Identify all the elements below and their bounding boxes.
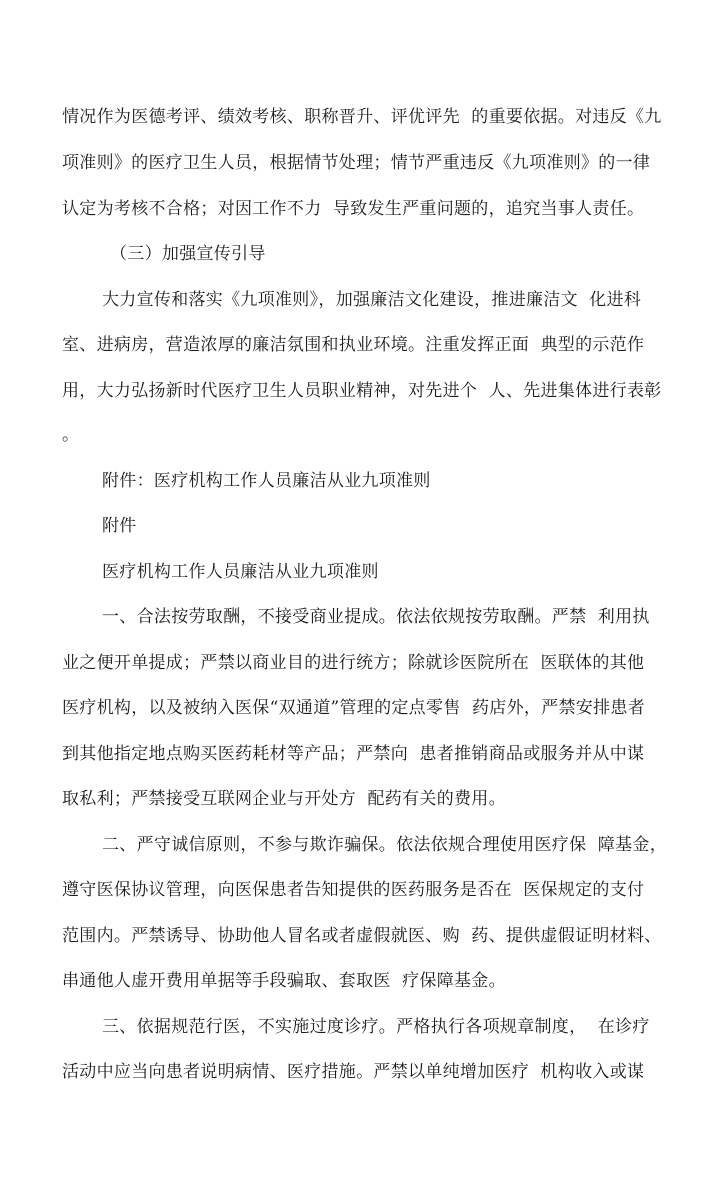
paragraph-line: 认定为考核不合格；对因工作不力 导致发生严重问题的，追究当事人责任。 xyxy=(62,199,645,219)
paragraph-line: 三、依据规范行医，不实施过度诊疗。严格执行各项规章制度， 在诊疗 xyxy=(102,1017,650,1037)
paragraph-line: 遵守医保协议管理，向医保患者告知提供的医药服务是否在 医保规定的支付 xyxy=(62,880,645,900)
section-heading: （三）加强宣传引导 xyxy=(110,244,266,264)
paragraph-line: 活动中应当向患者说明病情、医疗措施。严禁以单纯增加医疗 机构收入或谋 xyxy=(62,1062,645,1082)
attachment-line: 附件：医疗机构工作人员廉洁从业九项准则 xyxy=(102,471,431,491)
paragraph-line: 二、严守诚信原则，不参与欺诈骗保。依法依规合理使用医疗保 障基金， xyxy=(102,835,668,855)
paragraph-line: 项准则》的医疗卫生人员，根据情节处理；情节严重违反《九项准则》的一律 xyxy=(62,153,651,173)
paragraph-line: 医疗机构，以及被纳入医保“双通道”管理的定点零售 药店外，严禁安排患者 xyxy=(62,698,645,718)
paragraph-line: 一、合法按劳取酬，不接受商业提成。依法依规按劳取酬。严禁 利用执 xyxy=(102,607,650,627)
paragraph-line: 大力宣传和落实《九项准则》，加强廉洁文化建设，推进廉洁文 化进科 xyxy=(102,290,642,310)
paragraph-line: 。 xyxy=(62,425,80,445)
paragraph-line: 情况作为医德考评、绩效考核、职称晋升、评优评先 的重要依据。对违反《九 xyxy=(62,107,662,127)
paragraph-line: 串通他人虚开费用单据等手段骗取、套取医 疗保障基金。 xyxy=(62,971,506,991)
paragraph-line: 用，大力弘扬新时代医疗卫生人员职业精神，对先进个 人、先进集体进行表彰 xyxy=(62,381,662,401)
paragraph-line: 范围内。严禁诱导、协助他人冒名或者虚假就医、购 药、提供虚假证明材料、 xyxy=(62,926,662,946)
paragraph-line: 到其他指定地点购买医药耗材等产品；严禁向 患者推销商品或服务并从中谋 xyxy=(62,744,645,764)
attachment-title: 医疗机构工作人员廉洁从业九项准则 xyxy=(102,562,379,582)
paragraph-line: 业之便开单提成；严禁以商业目的进行统方；除就诊医院所在 医联体的其他 xyxy=(62,653,645,673)
attachment-label: 附件 xyxy=(102,516,137,536)
paragraph-line: 取私利；严禁接受互联网企业与开处方 配药有关的费用。 xyxy=(62,789,506,809)
paragraph-line: 室、进病房，营造浓厚的廉洁氛围和执业环境。注重发挥正面 典型的示范作 xyxy=(62,335,645,355)
